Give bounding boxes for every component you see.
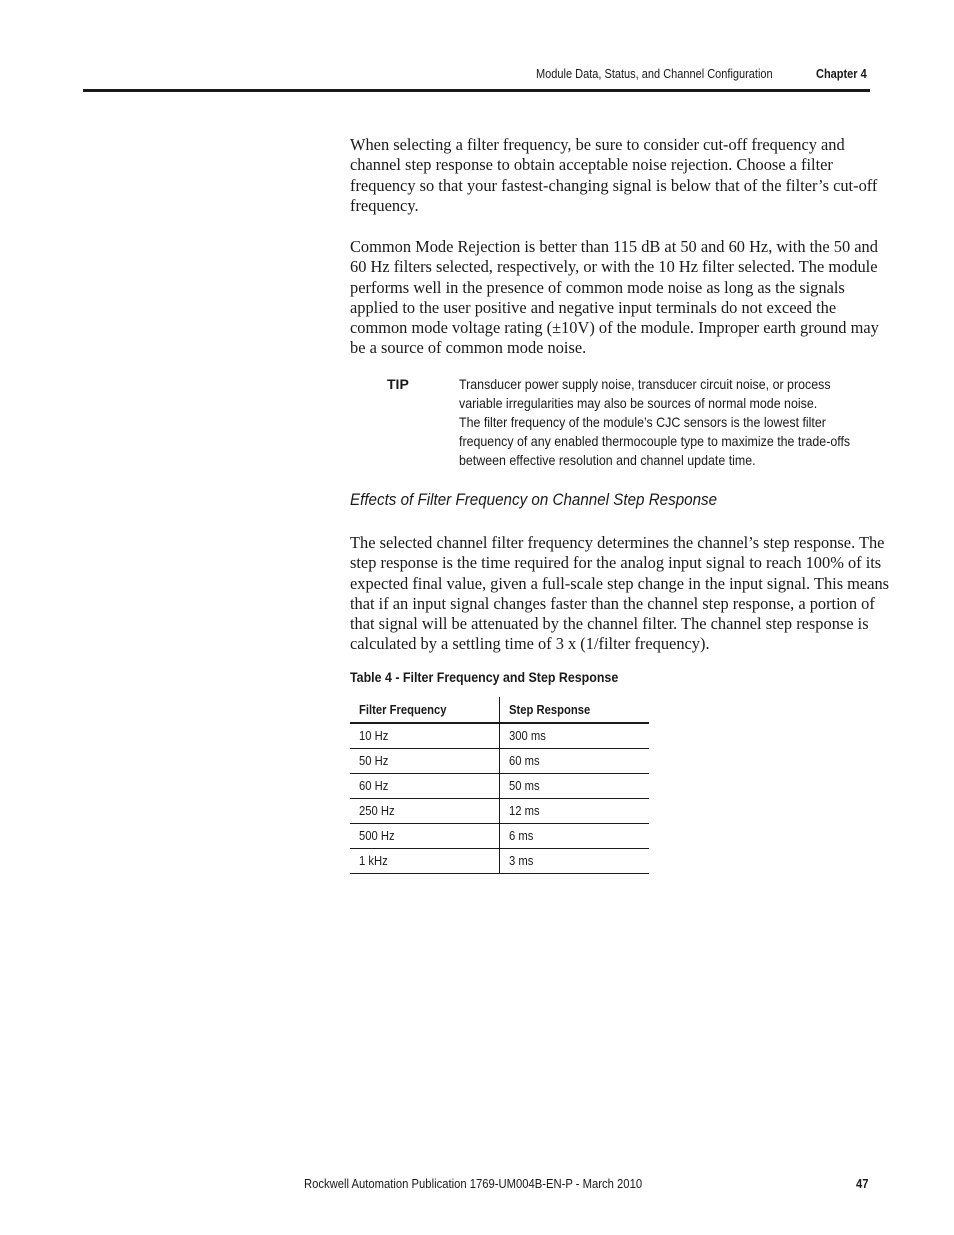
cell-text: 10 Hz — [359, 729, 389, 743]
tip-text — [459, 375, 894, 470]
table-cell — [500, 723, 650, 749]
section-subheading: Effects of Filter Frequency on Channel Step Response — [350, 491, 718, 509]
text-line: that if an input signal changes faster than the channel step response, a portion of — [350, 593, 875, 613]
text-line: applied to the user positive and negative input terminals do not exceed the — [350, 297, 837, 317]
cell-text: 250 Hz — [359, 804, 395, 818]
cell-text: 3 ms — [509, 854, 534, 868]
filter-frequency-table — [350, 697, 649, 874]
tip-line: variable irregularities may also be sources of normal mode noise. — [459, 396, 818, 411]
text-line: calculated by a settling time of 3 x (1/filter frequency). — [350, 634, 710, 654]
text-line: The selected channel filter frequency determines the channel’s step response. The — [350, 533, 885, 552]
table-cell — [500, 799, 650, 824]
tip-line: The filter frequency of the module’s CJC sensors is the lowest filter — [459, 415, 826, 430]
page-number: 47 — [856, 1177, 869, 1191]
text-line: common mode voltage rating (±10V) of the module. Improper earth ground may — [350, 318, 879, 338]
tip-label: TIP — [387, 376, 409, 392]
table-cell — [350, 723, 500, 749]
table-row — [350, 849, 649, 874]
table-cell — [350, 749, 500, 774]
text-line: frequency. — [350, 195, 419, 215]
column-header-label: Step Response — [509, 702, 591, 717]
column-header — [350, 697, 500, 723]
chapter-label: Chapter 4 — [816, 67, 867, 81]
running-header-title: Module Data, Status, and Channel Configuration — [536, 67, 773, 81]
column-header — [500, 697, 650, 723]
table-cell — [500, 774, 650, 799]
cell-text: 12 ms — [509, 804, 540, 818]
table-row — [350, 774, 649, 799]
column-header-label: Filter Frequency — [359, 702, 447, 717]
cell-text: 50 ms — [509, 779, 540, 793]
text-line: Common Mode Rejection is better than 115 dB at 50 and 60 Hz, with the 50 and — [350, 237, 878, 256]
table-cell — [350, 849, 500, 874]
cell-text: 1 kHz — [359, 854, 388, 868]
table-row — [350, 749, 649, 774]
table-row — [350, 824, 649, 849]
tip-line: frequency of any enabled thermocouple type to maximize the trade-offs — [459, 434, 851, 449]
cell-text: 60 Hz — [359, 779, 389, 793]
text-line: 60 Hz filters selected, respectively, or with the 10 Hz filter selected. The module — [350, 257, 878, 277]
cell-text: 50 Hz — [359, 754, 389, 768]
paragraph-step-response — [350, 533, 889, 655]
text-line: frequency so that your fastest-changing signal is below that of the filter’s cut-off — [350, 175, 878, 195]
footer-publication: Rockwell Automation Publication 1769-UM004B-EN-P - March 2010 — [304, 1177, 643, 1191]
table-caption: Table 4 - Filter Frequency and Step Response — [350, 670, 619, 685]
paragraph-common-mode-rejection — [350, 237, 879, 359]
table-cell — [500, 849, 650, 874]
tip-line: between effective resolution and channel update time. — [459, 453, 756, 468]
cell-text: 6 ms — [509, 829, 534, 843]
text-line: performs well in the presence of common mode noise as long as the signals — [350, 277, 845, 297]
paragraph-filter-selection — [350, 135, 877, 216]
table-cell — [350, 824, 500, 849]
text-line: step response is the time required for the analog input signal to reach 100% of its — [350, 553, 882, 573]
cell-text: 60 ms — [509, 754, 540, 768]
table-cell — [350, 774, 500, 799]
text-line: be a source of common mode noise. — [350, 338, 587, 358]
cell-text: 300 ms — [509, 729, 546, 743]
table-cell — [500, 824, 650, 849]
text-line: that signal will be attenuated by the channel filter. The channel step response is — [350, 614, 869, 634]
text-line: expected final value, given a full-scale step change in the input signal. This means — [350, 573, 890, 593]
cell-text: 500 Hz — [359, 829, 395, 843]
table-cell — [500, 749, 650, 774]
tip-line: Transducer power supply noise, transducer circuit noise, or process — [459, 377, 831, 392]
table-row — [350, 799, 649, 824]
table-cell — [350, 799, 500, 824]
text-line: channel step response to obtain acceptable noise rejection. Choose a filter — [350, 155, 833, 175]
text-line: When selecting a filter frequency, be sure to consider cut-off frequency and — [350, 135, 845, 154]
header-rule — [83, 89, 870, 92]
table-row — [350, 723, 649, 749]
table-header-row — [350, 697, 649, 723]
